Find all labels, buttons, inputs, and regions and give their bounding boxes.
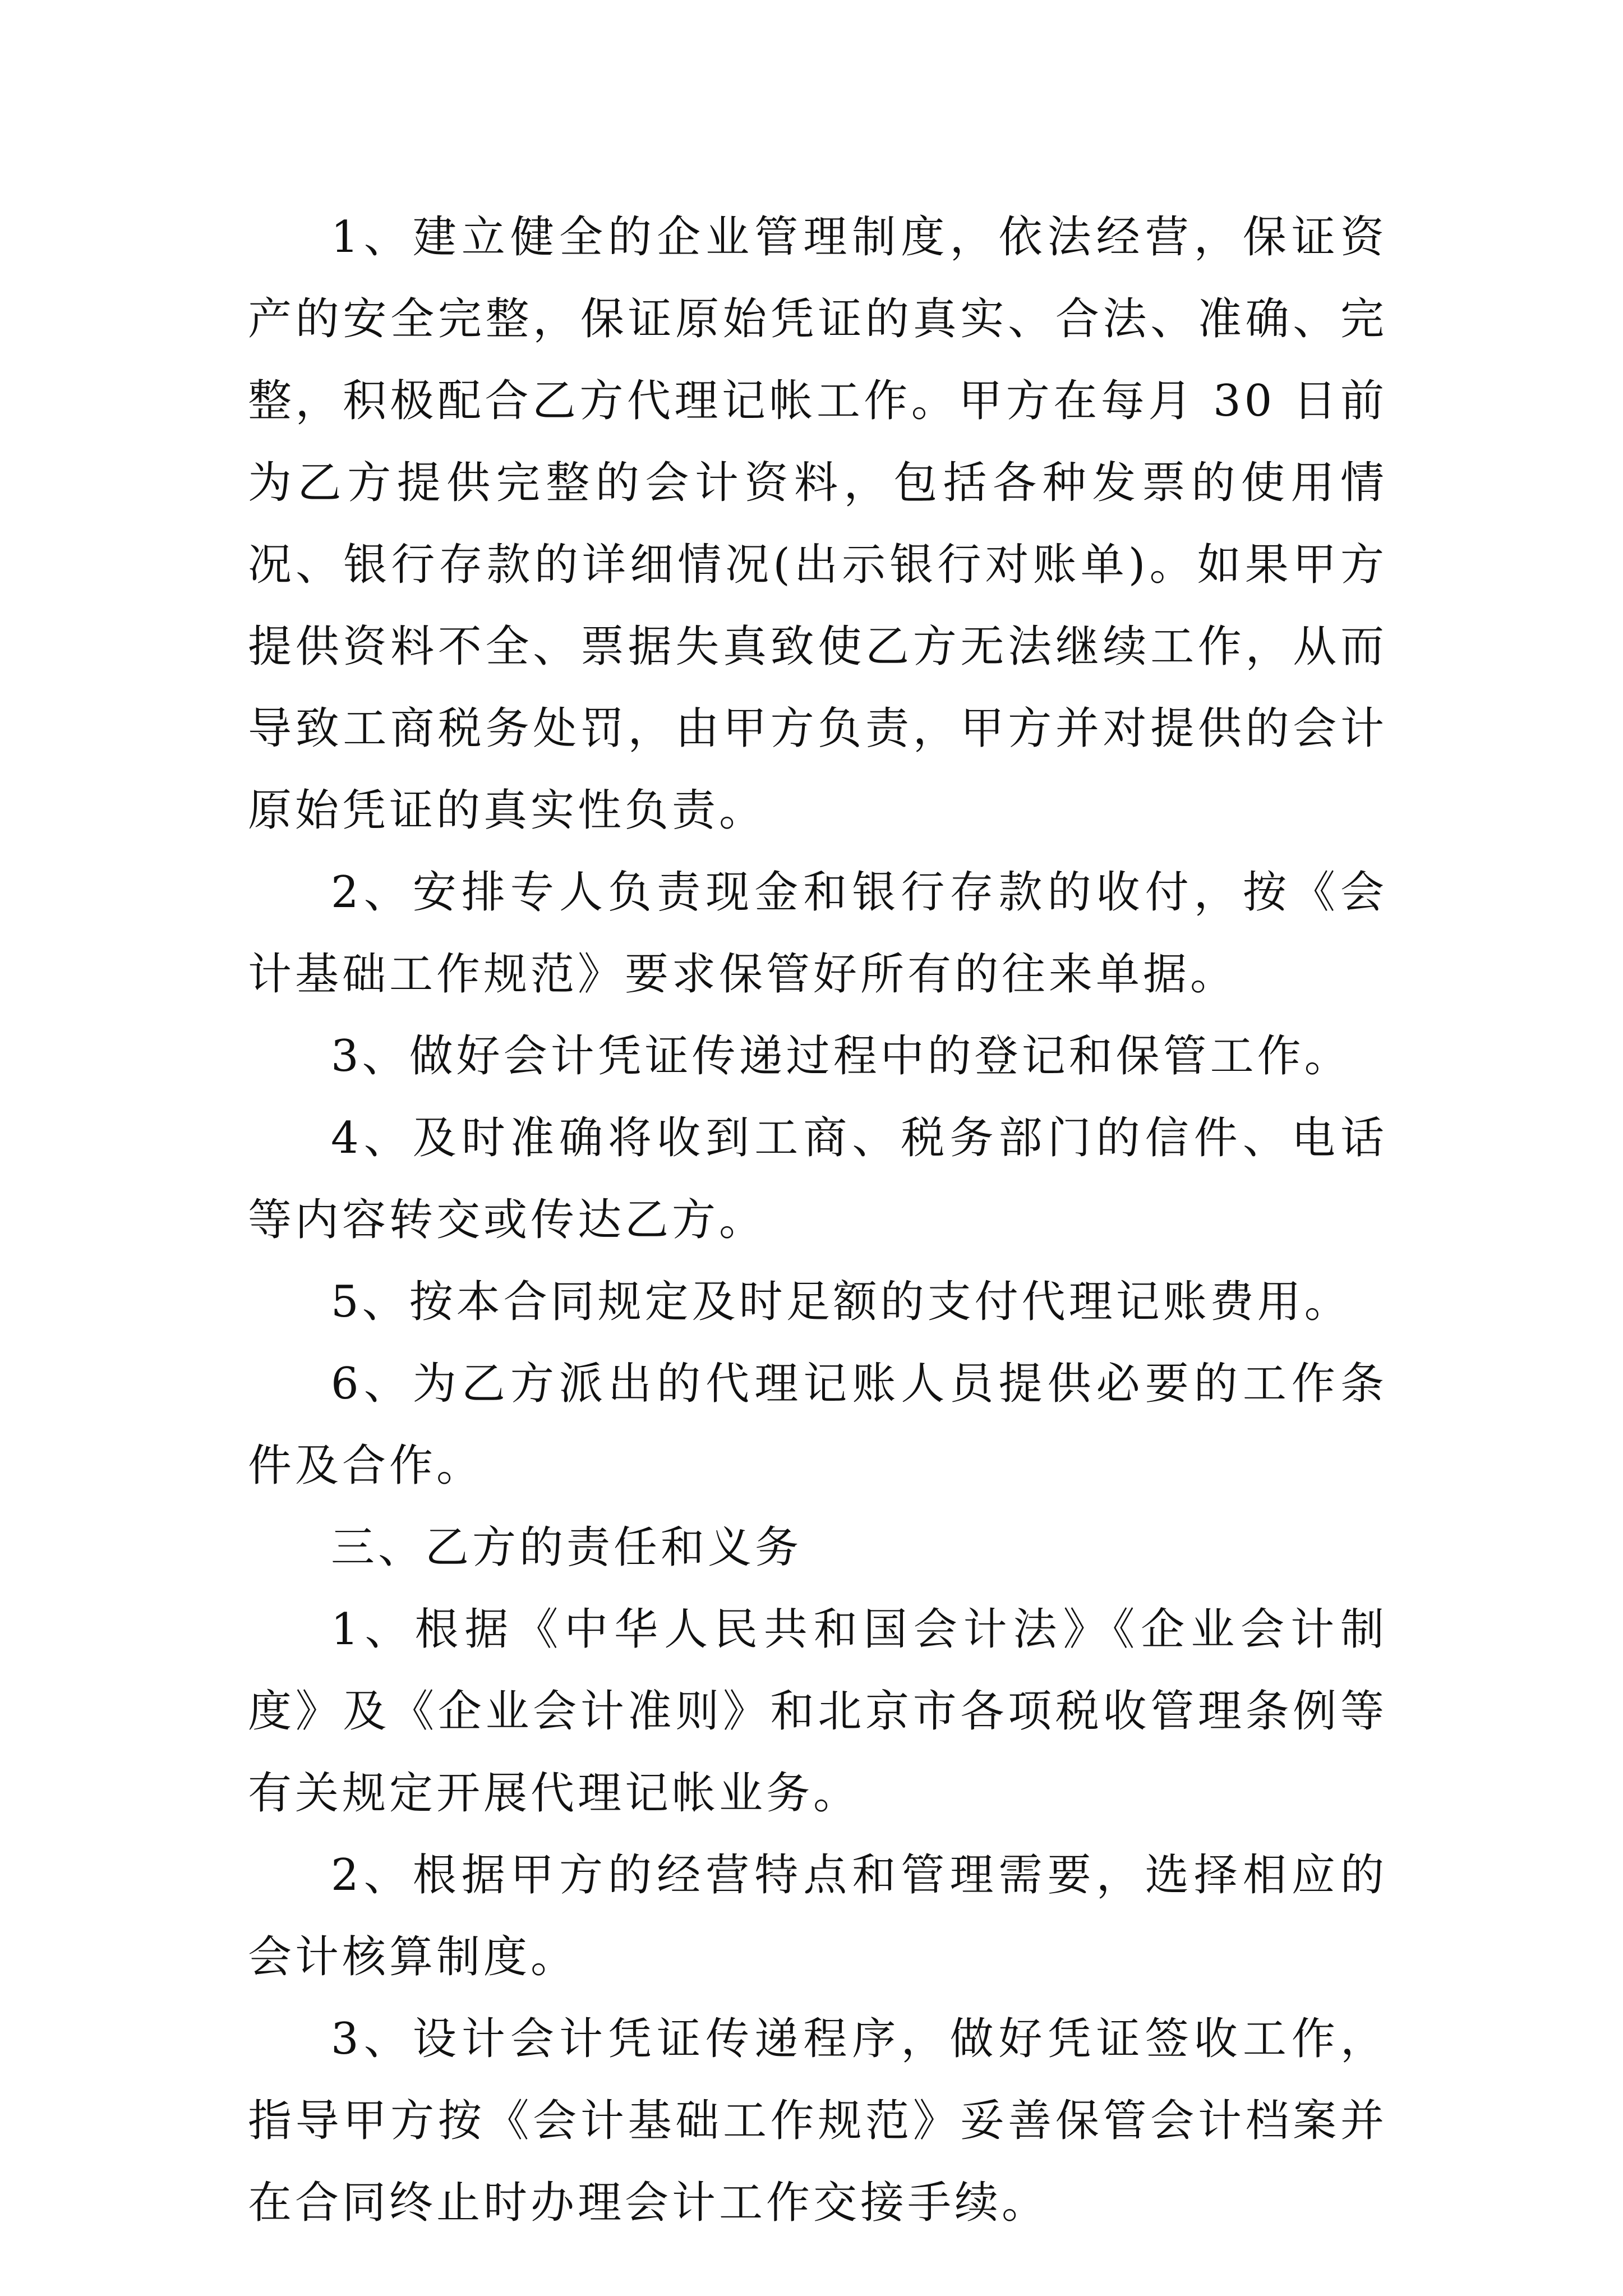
section-heading-party-b: 三、乙方的责任和义务 bbox=[331, 1522, 803, 1573]
document-page bbox=[248, 196, 1387, 2244]
paragraph-party-b-duty-3: 3、设计会计凭证传递程序，做好凭证签收工作，指导甲方按《会计基础工作规范》妥善保管会计档案并在合同终止时办理会计工作交接手续。 bbox=[248, 2014, 1387, 2228]
paragraph-party-a-duty-2: 2、安排专人负责现金和银行存款的收付，按《会计基础工作规范》要求保管好所有的往来单据。 bbox=[248, 867, 1387, 1000]
paragraph-party-b-duty-2: 2、根据甲方的经营特点和管理需要，选择相应的会计核算制度。 bbox=[248, 1850, 1387, 1982]
paragraph-party-a-duty-1: 1、建立健全的企业管理制度，依法经营，保证资产的安全完整，保证原始凭证的真实、合法、准确、完整，积极配合乙方代理记帐工作。甲方在每月 30 日前为乙方提供完整的会计资料，包括各种发票的使用情况、银行存款的详细情况(出示银行对账单)。如果甲方提供资料不全、票据失真致使乙方无法继续工作，从而导致工商税务处罚，由甲方负责，甲方并对提供的会计原始凭证的真实性负责。 bbox=[248, 212, 1387, 836]
paragraph-party-a-duty-4: 4、及时准确将收到工商、税务部门的信件、电话等内容转交或传达乙方。 bbox=[248, 1113, 1387, 1245]
paragraph-party-a-duty-6: 6、为乙方派出的代理记账人员提供必要的工作条件及合作。 bbox=[248, 1359, 1387, 1491]
paragraph-party-a-duty-3: 3、做好会计凭证传递过程中的登记和保管工作。 bbox=[331, 1031, 1352, 1082]
paragraph-party-a-duty-5: 5、按本合同规定及时足额的支付代理记账费用。 bbox=[331, 1277, 1352, 1327]
paragraph-party-b-duty-1: 1、根据《中华人民共和国会计法》《企业会计制度》及《企业会计准则》和北京市各项税收管理条例等有关规定开展代理记帐业务。 bbox=[248, 1604, 1387, 1819]
